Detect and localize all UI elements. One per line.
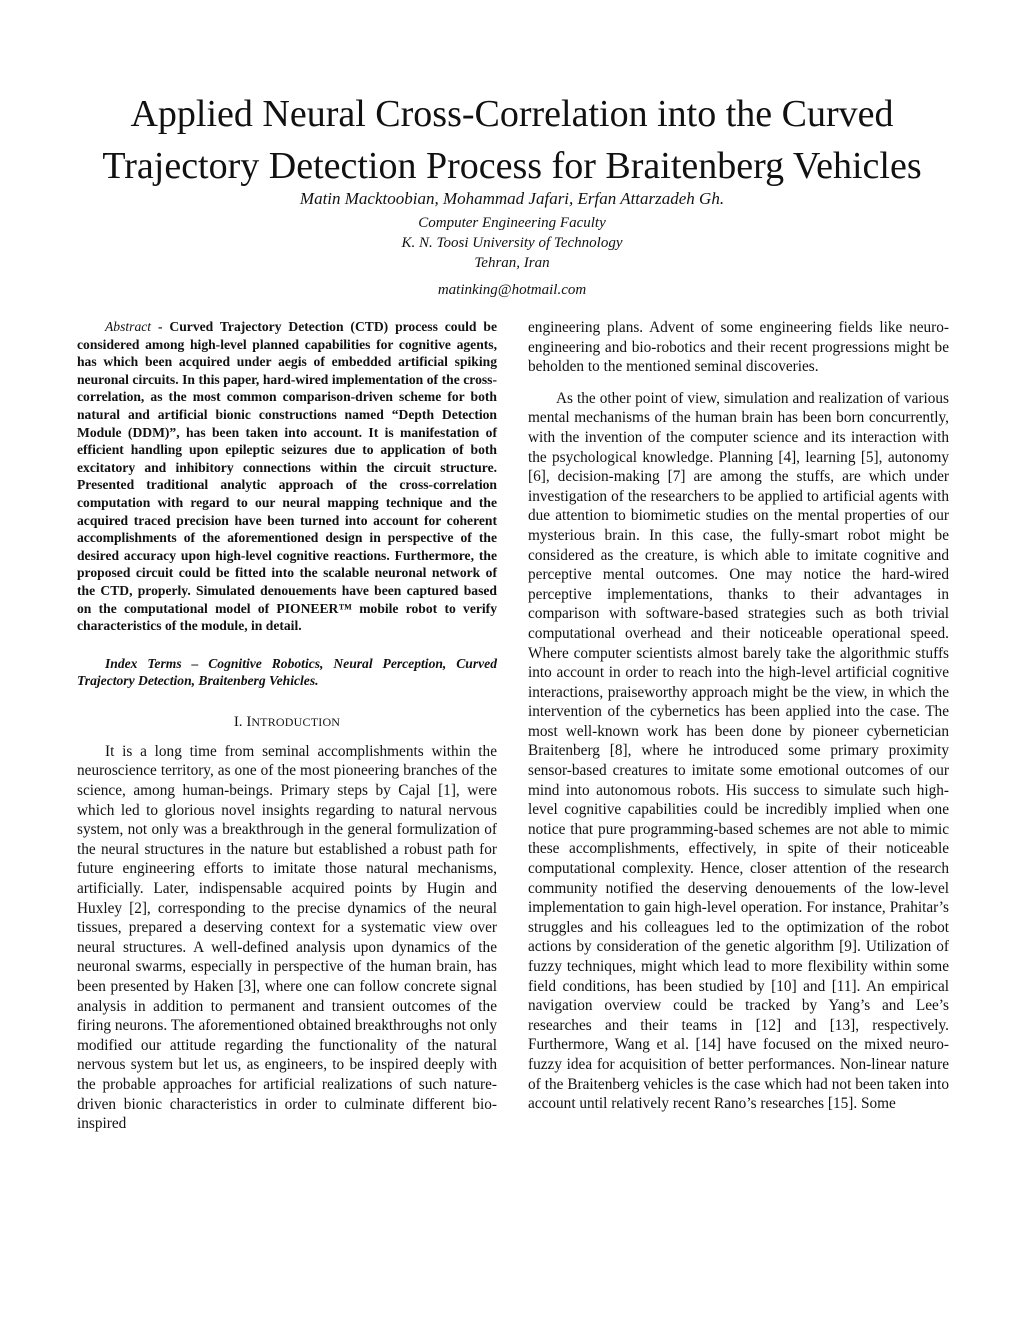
affiliation-faculty: Computer Engineering Faculty — [418, 215, 606, 231]
right-paragraph-2: As the other point of view, simulation and realization of various mental mechanisms of the human brain has been born concurrently, with the invention of the computer science and its interaction with the psychological knowledge. Planning [4], learning [5], autonomy [6], decision-making [7] are among the stuffs, are which under investigation of the researchers to be applied to artificial agents with due attention to biomimetic studies on the mental properties of our mysterious brain. In this case, the fully-smart robot might be considered as the creature, is which able to imitate cognitive and perceptive mental outcomes. One may notice the hard-wired perceptive implementations, thanks to their advantages in comparison with software-based strategies such as both trivial computational overhead and their noticeable operational speed. Where computer scientists almost barely take the algorithmic stuffs into account in order to reach into the high-level artificial cognitive interactions, praiseworthy approach might be the view, in which the intervention of the cybernetics has been applied into the case. The most well-known work has been done by pioneer cybernetician Braitenberg [8], where he introduced some primary proximity sensor-based creatures to imitate some emotional outcomes of our mind into autonomous robots. His success to simulate such high-level cognitive capabilities could be incredibly implied when one notice that pure programming-based schemes are not able to mimic these accomplishments, effectively, in spite of their noticeable computational complexity. Hence, closer attention of the research community notified the deserving denouements of the low-level implementation to gain high-level operation. For instance, Prahitar’s struggles and his colleagues led to the optimization of the robot actions by consideration of the genetic algorithm [9]. Utilization of fuzzy techniques, might which lead to more flexibility within some field conditions, has been studied by [10] and [11]. An empirical navigation overview could be tracked by Yang’s and Lee’s researches and their teams in [12] and [13], respectively. Furthermore, Wang et al. [14] have focused on the mixed neuro-fuzzy idea for acquisition of better performances. Non-linear nature of the Braitenberg vehicles is the case which had not been taken into account until relatively recent Rano’s researches [15]. Some — [528, 389, 949, 1113]
right-paragraph-continued: engineering plans. Advent of some engineering fields like neuro-engineering and bio-robotics and their recent progressions might be beholden to the mentioned seminal discoveries. — [528, 319, 949, 376]
contact-email: matinking@hotmail.com — [437, 282, 587, 298]
affiliation — [60, 213, 964, 273]
paper-title-line-2: Trajectory Detection Process for Braitenberg Vehicles — [102, 145, 922, 187]
abstract-label: Abstract — [105, 319, 152, 334]
index-terms: Index Terms – Cognitive Robotics, Neural Perception, Curved Trajectory Detection, Braitenberg Vehicles. — [77, 655, 497, 689]
affiliation-university: K. N. Toosi University of Technology — [401, 235, 623, 251]
left-column — [77, 318, 497, 1134]
section-heading-introduction — [77, 712, 497, 732]
abstract-text: - Curved Trajectory Detection (CTD) process could be considered among high-level planned capabilities for cognitive agents, has which been acquired under aegis of embedded artificial spiking neuronal circuits. In this paper, hard-wired implementation of the cross-correlation, as the most common comparison-driven scheme for both natural and artificial bionic constructions named “Depth Detection Module (DDM)”, has been taken into account. It is manifestation of efficient handling upon epileptic seizures due to application of both excitatory and inhibitory connections within the circuit structure. Presented traditional analytic approach of the cross-correlation computation with regard to our neural mapping technique and the acquired traced precision have been turned into account for coherent accomplishments of the aforementioned design in perspective of the desired accuracy upon high-level cognitive reactions. Furthermore, the proposed circuit could be fitted into the scalable neuronal network of the CTD, properly. Simulated denouements have been captured based on the computational model of PIONEER™ mobile robot to verify characteristics of the module, in detail. — [77, 319, 497, 634]
section-number: I. — [233, 713, 247, 730]
right-column — [528, 318, 949, 1114]
author-list: Matin Macktoobian, Mohammad Jafari, Erfan Attarzadeh Gh. — [299, 189, 725, 208]
section-title-first-letter: I — [246, 713, 252, 730]
section-title-rest: NTRODUCTION — [251, 714, 341, 729]
abstract — [77, 318, 497, 635]
intro-paragraph: It is a long time from seminal accomplishments within the neuroscience territory, as one of the most pioneering branches of the science, among human-beings. Primary steps by Cajal [1], were which led to glorious novel insights regarding to natural nervous system, not only was a breakthrough in the general formulization of the neural structures in the nature but established a robust path for future engineering efforts to imitate those natural mechanisms, artificially. Later, indispensable acquired points by Hugin and Huxley [2], corresponding to the precise dynamics of the neural tissues, prepared a deserving context for a systematic view over neural structures. A well-defined analysis upon dynamics of the neuronal swarms, especially in perspective of the human brain, has been presented by Haken [3], where one can follow concrete signal analysis in addition to permanent and transient outcomes of the firing neurons. The aforementioned obtained breakthroughs not only modified our attitude regarding the functionality of the natural nervous system but let us, as engineers, to be inspired deeply with the probable approaches for artificial realizations of such nature-driven bionic characteristics in order to culminate different bio-inspired — [77, 742, 497, 1133]
paper-title-line-1: Applied Neural Cross-Correlation into the Curved — [130, 93, 894, 135]
affiliation-location: Tehran, Iran — [474, 255, 550, 271]
paper-title — [60, 88, 964, 192]
